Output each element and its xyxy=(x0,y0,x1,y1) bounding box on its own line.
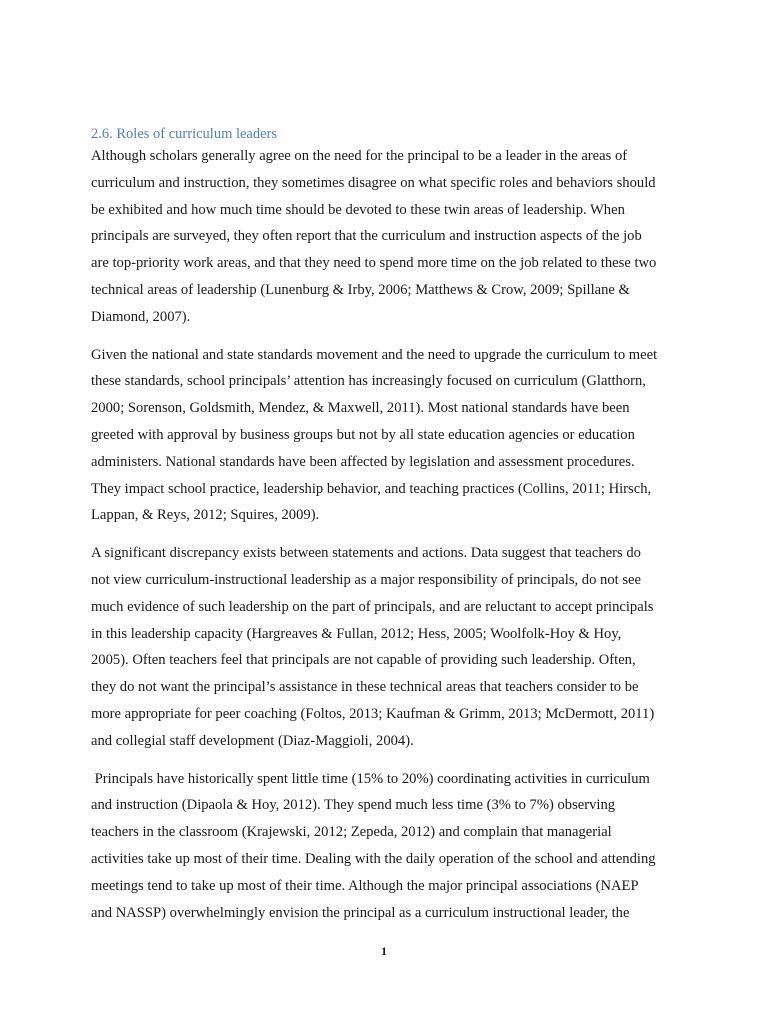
text-line: be exhibited and how much time should be devoted to these twin areas of leadership. When xyxy=(91,201,625,218)
text-line: Principals have historically spent little time (15% to 20%) coordinating activities in curriculum xyxy=(91,770,650,787)
body-text xyxy=(91,143,683,937)
text-line: activities take up most of their time. Dealing with the daily operation of the school and attending xyxy=(91,850,656,867)
text-line: administers. National standards have been affected by legislation and assessment procedures. xyxy=(91,453,635,470)
text-line: 2000; Sorenson, Goldsmith, Mendez, & Maxwell, 2011). Most national standards have been xyxy=(91,400,630,417)
text-line: technical areas of leadership (Lunenburg & Irby, 2006; Matthews & Crow, 2009; Spillane & xyxy=(91,281,630,298)
text-line: Although scholars generally agree on the need for the principal to be a leader in the areas of xyxy=(91,148,628,164)
paragraph-2 xyxy=(91,342,683,530)
text-line: and instruction (Dipaola & Hoy, 2012). They spend much less time (3% to 7%) observing xyxy=(91,797,616,814)
text-line: greeted with approval by business groups but not by all state education agencies or education xyxy=(91,426,635,443)
paragraph-4 xyxy=(91,766,683,927)
text-line: They impact school practice, leadership behavior, and teaching practices (Collins, 2011; Hirsch, xyxy=(91,480,652,497)
text-line: Lappan, & Reys, 2012; Squires, 2009). xyxy=(91,507,320,524)
text-line: they do not want the principal’s assistance in these technical areas that teachers consider to be xyxy=(91,679,639,696)
paragraph-1 xyxy=(91,143,683,331)
text-line: Diamond, 2007). xyxy=(91,308,191,325)
text-line: and NASSP) overwhelmingly envision the principal as a curriculum instructional leader, the xyxy=(91,904,630,921)
paragraph-3 xyxy=(91,540,683,754)
text-line: principals are surveyed, they often report that the curriculum and instruction aspects of the job xyxy=(91,228,642,245)
page-number: 1 xyxy=(381,944,387,958)
text-line: teachers in the classroom (Krajewski, 2012; Zepeda, 2012) and complain that managerial xyxy=(91,824,612,841)
text-line: 2005). Often teachers feel that principals are not capable of providing such leadership. Often, xyxy=(91,652,636,669)
text-line: in this leadership capacity (Hargreaves & Fullan, 2012; Hess, 2005; Woolfolk-Hoy & Hoy, xyxy=(91,625,622,642)
text-line: are top-priority work areas, and that they need to spend more time on the job related to these two xyxy=(91,255,657,272)
section-heading: 2.6. Roles of curriculum leaders xyxy=(91,126,278,142)
text-line: and collegial staff development (Diaz-Maggioli, 2004). xyxy=(91,732,414,749)
text-line: these standards, school principals’ attention has increasingly focused on curriculum (Glatthorn, xyxy=(91,373,646,390)
text-line: Given the national and state standards movement and the need to upgrade the curriculum to meet xyxy=(91,346,658,363)
text-line: meetings tend to take up most of their time. Although the major principal associations (NAEP xyxy=(91,877,639,894)
text-line: much evidence of such leadership on the part of principals, and are reluctant to accept principals xyxy=(91,598,654,615)
text-line: A significant discrepancy exists between statements and actions. Data suggest that teachers do xyxy=(91,545,641,562)
text-line: curriculum and instruction, they sometimes disagree on what specific roles and behaviors should xyxy=(91,174,656,191)
text-line: more appropriate for peer coaching (Foltos, 2013; Kaufman & Grimm, 2013; McDermott, 2011) xyxy=(91,705,655,722)
text-line: not view curriculum-instructional leadership as a major responsibility of principals, do not see xyxy=(91,571,641,588)
